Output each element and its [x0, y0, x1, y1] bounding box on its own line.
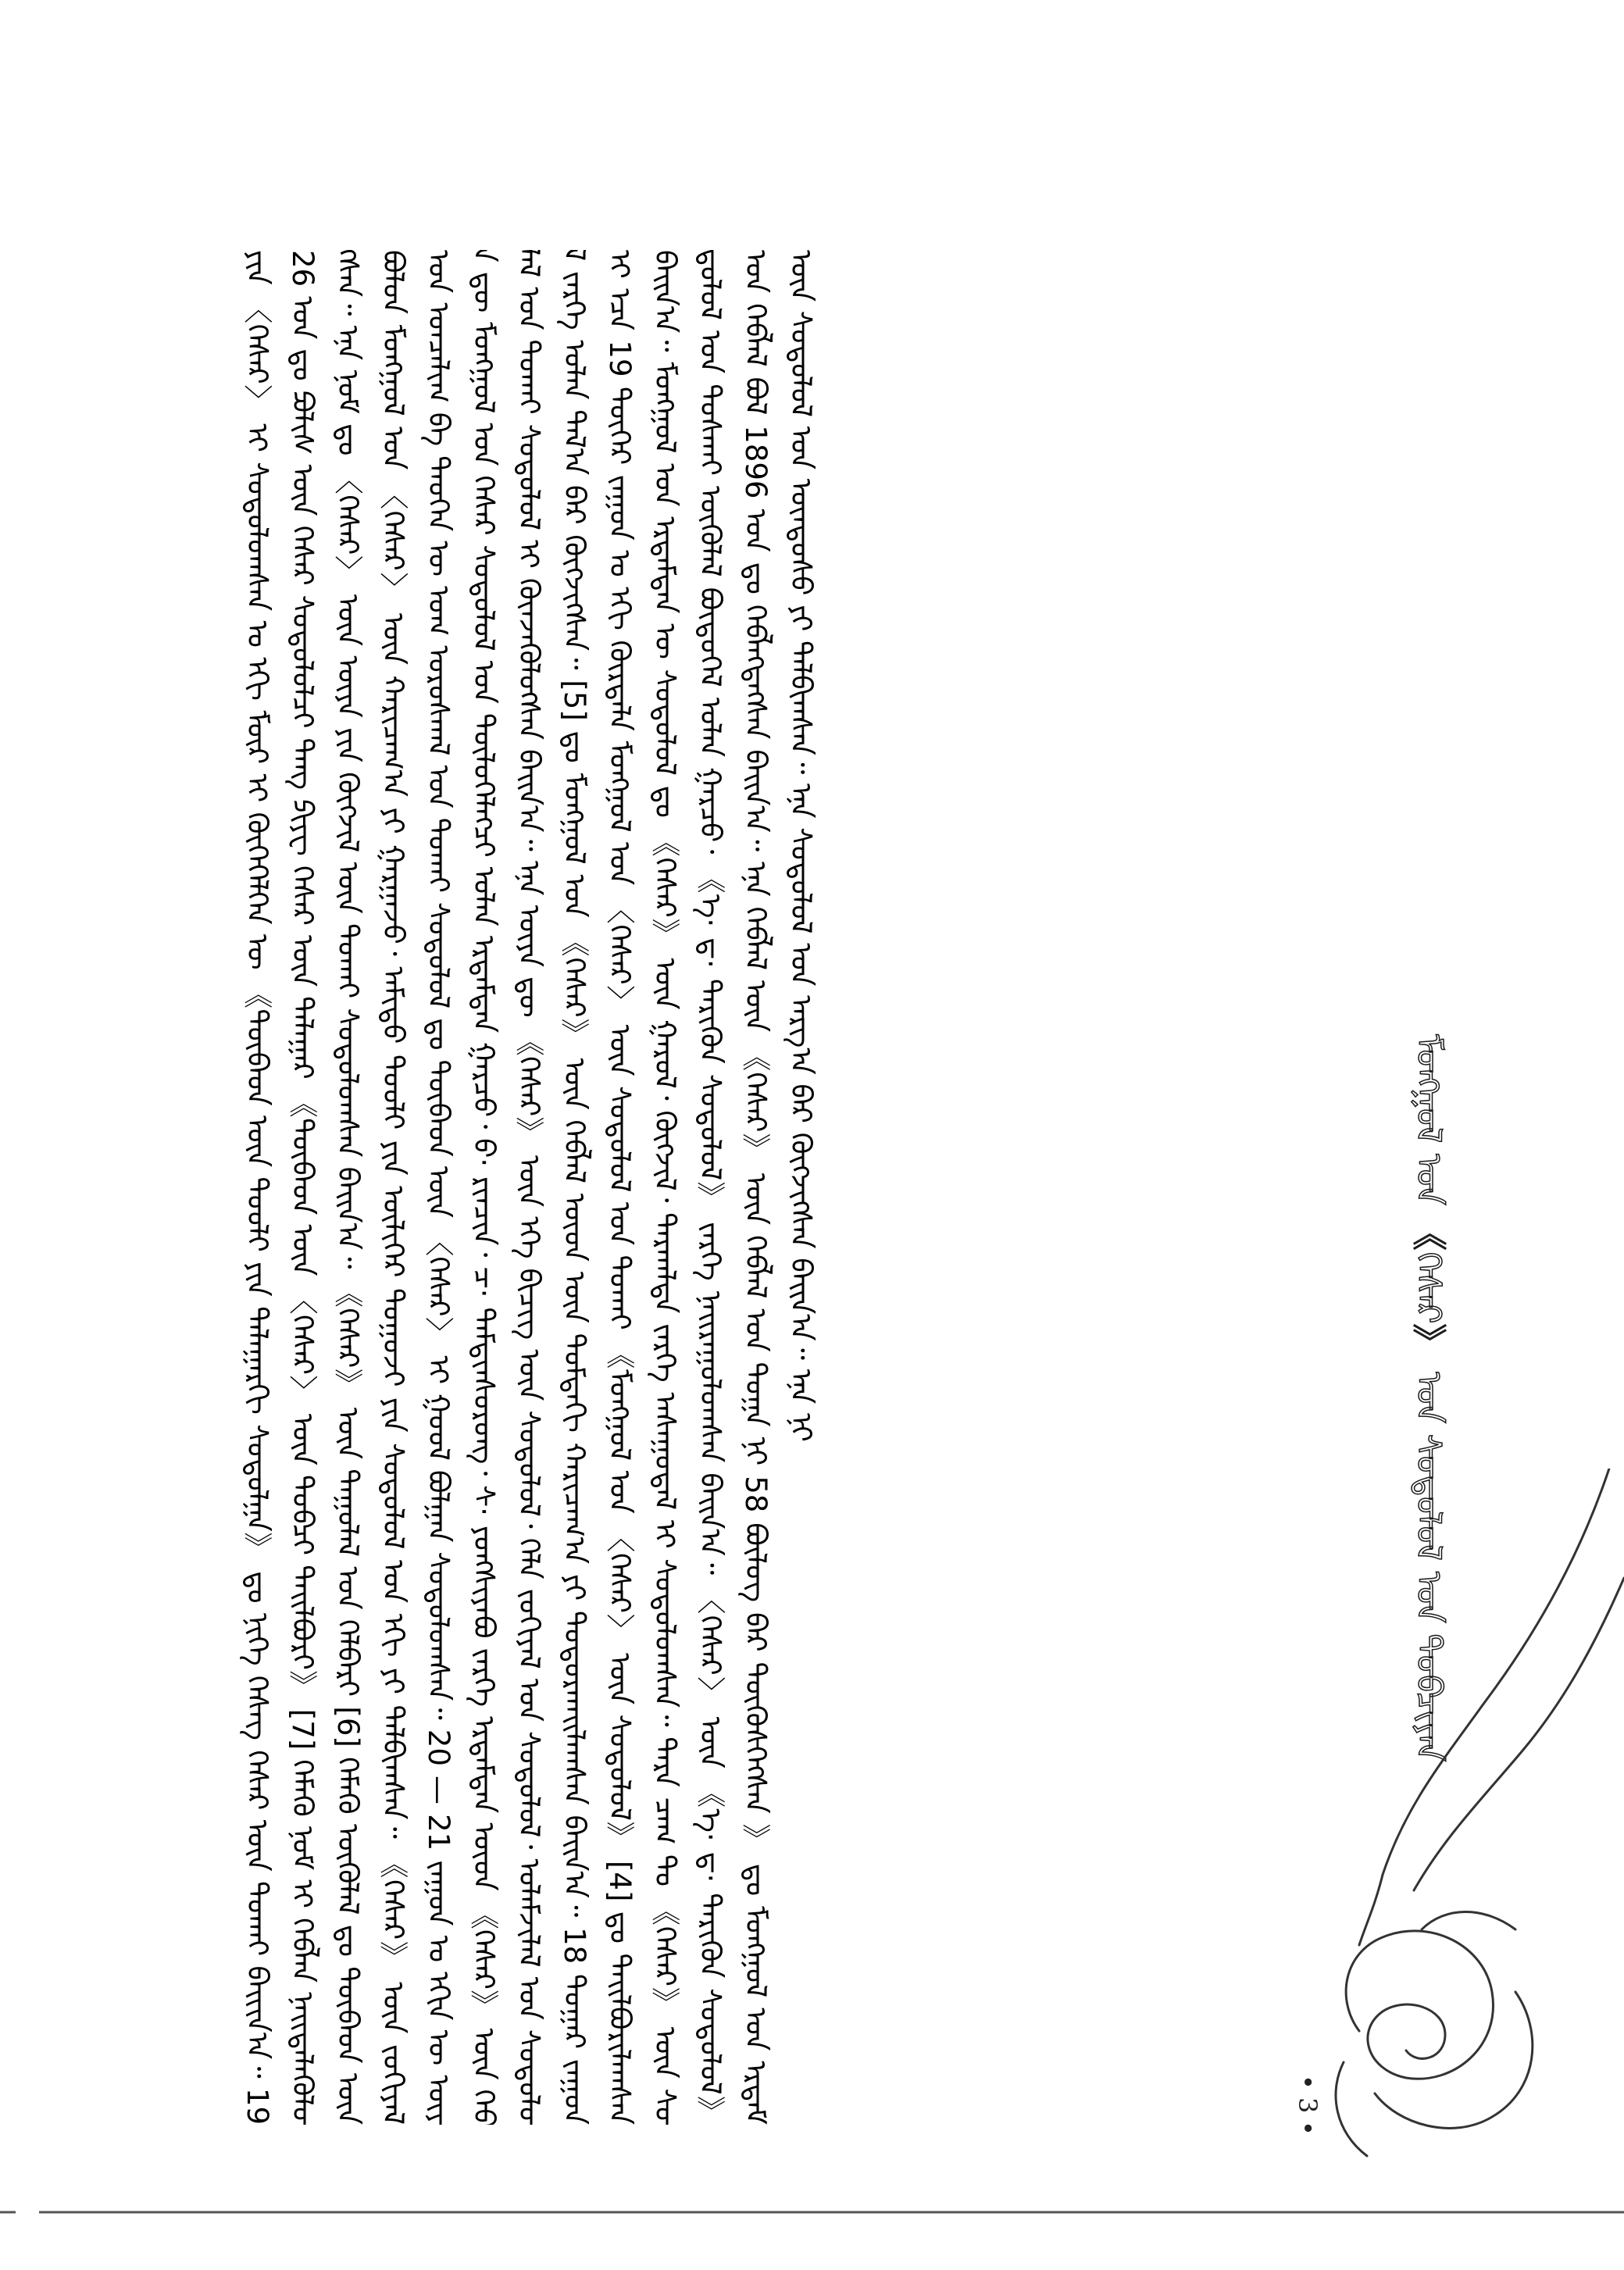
page-number-dot-right: • [1293, 2121, 1322, 2136]
body-text-columns [234, 250, 823, 2125]
page-number-dot-left: • [1293, 2074, 1322, 2090]
body-paragraph: ᠶᠢᠨ 〈ᠭᠡᠰᠡᠷ〉 ᠢ ᠰᠤᠳᠤᠯᠤᠭᠰᠠᠨ ᠤ ᠡᠬᠢ ᠮᠥᠷ ᠢ ᠬᠥᠭᠡᠭᠡᠯᠭᠡᠨ ᠦ 《ᠲᠥᠪᠡᠳ ᠦᠨ ᠲᠤᠤᠯᠢ ᠶᠢᠨ ᠲᠠᠯᠠᠭᠠᠷᠬᠢ ᠰᠤᠳᠤᠯᠭᠠ》 ᠳᠤ ᠨᠢᠭᠡ ᠬᠡᠰᠡᠭ ᠭᠡᠰᠡᠷ ᠦᠨ ᠲᠤᠬᠠᠢ ᠪᠠᠢᠢᠨ᠎ᠠ᠃ 1926 ᠣᠨ ᠳᠤ ᠫᠣᠯᠢᠰ ᠦᠨ ᠭᠡᠰᠡᠷ ᠰᠤᠳᠤᠯᠤᠯᠴᠢ ᠳᠠᠩ ᠫᠢᠶᠧ ᠭᠡᠰᠡᠷ ᠦᠨ ᠲᠠᠯᠠᠭᠠᠷ 《ᠲᠥᠪᠡᠳ ᠦᠨ 〈ᠭᠡᠰᠡᠷ〉 ᠦᠨ ᠲᠣᠪᠴᠢ ᠲᠠᠢᠯᠪᠤᠷᠢ》 [7] ᠬᠡᠮᠡᠬᠦ ᠨᠣᠮ ᠢ ᠬᠡᠪᠯᠡᠨ ᠨᠡᠢᠲᠡᠯᠡᠭᠦᠯᠦᠭᠰᠡᠨ᠃ ᠡᠨᠡ ᠨᠣᠮ ᠳᠤ 〈ᠭᠡᠰᠡᠷ〉 ᠦᠨ ᠦᠶᠡ ᠶᠢᠨ ᠬᠥᠭᠵᠢᠯ ᠦᠨ ᠲᠤᠬᠠᠢ ᠰᠤᠳᠤᠯᠤᠭᠰᠠᠨ ᠪᠠᠢᠨ᠎ᠠ᠃ 《ᠭᠡᠰᠡᠷ》 ᠦᠨ ᠳᠠᠭᠤᠯᠠᠯ ᠤᠨ ᠬᠡᠯᠪᠡᠷᠢ [6] ᠬᠡᠮᠡᠬᠦ ᠥᠭᠦᠯᠡᠯ ᠳᠤ ᠲᠥᠪᠡᠳ ᠦᠨ ᠪᠣᠯᠤᠨ ᠮᠣᠩᠭᠣᠯ ᠤᠨ 〈ᠭᠡᠰᠡᠷ〉 ᠦᠨ ᠬᠠᠷᠢᠴᠠᠭ᠎ᠠ ᠶᠢ ᠭᠠᠷᠭᠠᠵᠤ᠂ ᠠᠮᠢᠳᠤ ᠳᠤᠤᠯᠢ ᠶᠢᠨ ᠦᠯᠢᠭᠡᠷ ᠲᠤᠭᠤᠵᠢ ᠶᠢᠨ ᠰᠤᠳᠤᠯᠤᠯ ᠤᠨ ᠡᠬᠢ ᠶᠢ ᠲᠠᠯᠪᠢᠭᠰᠠᠨ᠃ 《ᠭᠡᠰᠡᠷ》 ᠦᠨ ᠵᠣᠬᠢᠶᠠᠯ ᠤᠨ ᠣᠨᠴᠠᠯᠢᠭ ᠪᠠ ᠲᠡᠦᠬᠡᠨ ᠦ ᠤᠭ ᠤᠷᠤᠰᠬᠠᠯ ᠤᠨ ᠲᠤᠬᠠᠢ ᠰᠤᠳᠤᠯᠤᠯ ᠳᠤ ᠲᠥᠪᠡᠳ ᠦᠨ 〈ᠭᠡᠰᠡᠷ〉 ᠢ ᠭᠣᠣᠯ ᠪᠣᠯᠭᠠᠨ ᠰᠤᠳᠤᠯᠤᠭᠰᠠᠨ᠃ 20 — 21 ᠵᠠᠭᠤᠨ ᠤ ᠡᠬᠢᠨ ᠦ ᠦᠶᠡ ᠳᠦ ᠮᠣᠩᠭᠣᠯ ᠤᠨ ᠭᠡᠰᠡᠷ ᠰᠤᠳᠤᠯᠤᠯ ᠤᠨ ᠲᠥᠯᠦᠭᠡᠯᠡᠭᠴᠢ ᠤᠯᠠᠨ ᠡᠷᠳᠡᠮᠲᠡᠨ ᠭᠠᠷᠴᠤ᠂ ᠪ· ᠷᠢᠨᠴᠢᠨ᠂ ᠴ· ᠳᠠᠮᠳᠢᠨᠰᠦᠷᠦᠩ᠂ ᠰ· ᠶᠣᠩᠰᠢᠶᠡᠪᠦ ᠵᠡᠷᠭᠡ ᠡᠷᠳᠡᠮᠲᠡᠨ ᠦᠳ 《ᠭᠡᠰᠡᠷ》 ᠦᠨ ᠬᠡᠪᠯᠡᠯ ᠤᠨ ᠲᠤᠬᠠᠢ ᠰᠤᠳᠤᠯᠤᠯ ᠢ ᠭᠦᠨᠵᠡᠭᠦᠯᠦᠭᠰᠡᠨ ᠪᠠᠢᠨ᠎ᠠ᠃ ᠡᠨᠡ ᠦᠶᠡ ᠳᠦ 《ᠭᠡᠰᠡᠷ》 ᠦᠨ ᠡᠬᠡ ᠪᠢᠴᠢᠭ ᠦᠨ ᠰᠤᠳᠤᠯᠤᠯ᠂ ᠬᠡᠯᠡ ᠵᠣᠬᠢᠶᠠᠯ ᠤᠨ ᠰᠤᠳᠤᠯᠤᠯ᠂ ᠤᠯᠠᠮᠵᠢᠯᠠᠯ ᠤᠨ ᠰᠤᠳᠤᠯᠤᠯ ᠵᠡᠷᠭᠡ ᠣᠯᠠᠨ ᠲᠠᠯ᠎ᠠ ᠪᠠᠷ ᠬᠥᠭᠵᠢᠭᠰᠡᠨ᠃ [5] ᠳᠤ ᠮᠣᠩᠭᠣᠯ ᠤᠨ 《ᠭᠡᠰᠡᠷ》 ᠦᠨ ᠬᠡᠪᠯᠡᠯ ᠦᠳ ᠦᠨ ᠳᠤᠮᠳᠠᠬᠢ ᠬᠠᠷᠢᠴᠠᠭ᠎ᠠ ᠶᠢ ᠲᠣᠳᠤᠷᠬᠠᠢᠯᠠᠭᠰᠠᠨ ᠪᠠᠢᠨ᠎ᠠ᠃ 18 ᠳᠤᠭᠠᠷ ᠵᠠᠭᠤᠨ ᠢ ᠡᠴᠡ 19 ᠳᠦᠭᠡᠷ ᠵᠠᠭᠤᠨ ᠤ ᠡᠬᠢ ᠬᠦᠷᠲᠡᠯᠡ ᠮᠣᠩᠭᠣᠯ ᠤᠨ 〈ᠭᠡᠰᠡᠷ〉 ᠦᠨ ᠰᠤᠳᠤᠯᠤᠯ ᠤᠨ ᠲᠤᠬᠠᠢ 《ᠮᠣᠩᠭᠣᠯ ᠤᠨ 〈ᠭᠡᠰᠡᠷ〉 ᠦᠨ ᠰᠤᠳᠤᠯᠤᠯ》 [4] ᠳᠤ ᠲᠠᠢᠯᠪᠤᠷᠢᠯᠠᠭᠰᠠᠨ ᠪᠠᠢᠨ᠎ᠠ᠃ ᠮᠣᠩᠭᠣᠯ ᠤᠨ ᠡᠷᠳᠡᠮᠲᠡᠨ ᠦ ᠰᠤᠳᠤᠯᠤᠯ ᠳᠤ 《ᠭᠡᠰᠡᠷ》 ᠦᠨ ᠭᠠᠷᠤᠯ᠂ ᠬᠥᠭᠵᠢᠯ᠂ ᠲᠠᠷᠬᠠᠯᠲᠠ ᠵᠡᠷᠭᠡ ᠠᠰᠠᠭᠤᠳᠠᠯ ᠢ ᠰᠤᠳᠤᠯᠤᠭᠰᠠᠨ᠃ ᠲᠡᠷᠡ ᠴᠠᠭ ᠲᠤ 《ᠭᠡᠰᠡᠷ》 ᠦᠨ ᠰᠤᠳᠤᠯᠤᠯ ᠤᠨ ᠲᠤᠰᠬᠠᠢ ᠥᠭᠦᠯᠡᠯ ᠪᠦᠲᠦᠭᠡᠯ ᠣᠯᠠᠨ ᠭᠠᠷᠴᠤ᠂ 《ᠡ· ᠳ· ᠲᠡᠷᠢᠭᠦᠨ ᠰᠤᠳᠤᠯᠤᠯ》 ᠵᠡᠷᠭᠡ ᠨᠠᠢᠷᠠᠭᠤᠯᠤᠭᠰᠠᠨ ᠪᠠᠢᠨ᠎ᠠ᠃ 〈ᠭᠡᠰᠡᠷ〉 ᠦᠨ 《ᠡ· ᠳ· ᠲᠡᠷᠢᠭᠦᠨ ᠰᠤᠳᠤᠯᠤᠯ》 ᠤᠨ ᠬᠡᠪᠯᠡᠯ ᠪᠣᠯ 1896 ᠣᠨ ᠳᠤ ᠬᠡᠪᠯᠡᠭᠳᠡᠭᠰᠡᠨ ᠪᠠᠢᠨ᠎ᠠ᠃ ᠡᠨᠡ ᠬᠡᠪᠯᠡᠯ ᠦᠨ 《ᠭᠡᠰᠡᠷ》 ᠦᠨ ᠬᠡᠪᠯᠡᠯ ᠤᠨ ᠲᠣᠭᠠ ᠨᠢ 58 ᠪᠦᠯᠦᠭ ᠪᠡᠷ ᠲᠥᠭᠦᠰᠬᠡᠭᠰᠡᠨ 》 ᠳᠤ ᠮᠣᠩᠭᠣᠯ ᠤᠨ ᠡᠷᠳᠡᠮ ᠦᠨ ᠰᠤᠳᠤᠯᠤᠯ ᠤᠨ ᠦᠨᠳᠦᠰᠦ ᠶᠢ ᠲᠠᠯᠪᠢᠭᠰᠠᠨ᠃ ᠡᠨᠡ ᠰᠤᠳᠤᠯᠤᠯ ᠤᠨ ᠠᠷᠭ᠎ᠠ ᠪᠠᠷ ᠬᠥᠭᠵᠢᠭᠰᠡᠨ ᠪᠠᠢᠨ᠎ᠠ᠃ ᠡᠨᠡ ᠨᠢ [241, 250, 818, 2125]
bottom-rule [0, 2211, 1624, 2214]
body-text-block [234, 250, 1359, 2125]
page-number: 3 [1293, 2097, 1322, 2114]
running-header: ᠮᠣᠩᠭᠣᠯ ᠤᠨ 《ᠭᠡᠰᠡᠷ》 ᠤᠨ ᠰᠤᠳᠤᠯᠤᠯ ᠤᠨ ᠲᠣᠪᠴᠢᠶᠠᠨ [1408, 1034, 1448, 1762]
page-number-group [1293, 2047, 1327, 2164]
cloud-ornament-decoration [1328, 1469, 1624, 2172]
